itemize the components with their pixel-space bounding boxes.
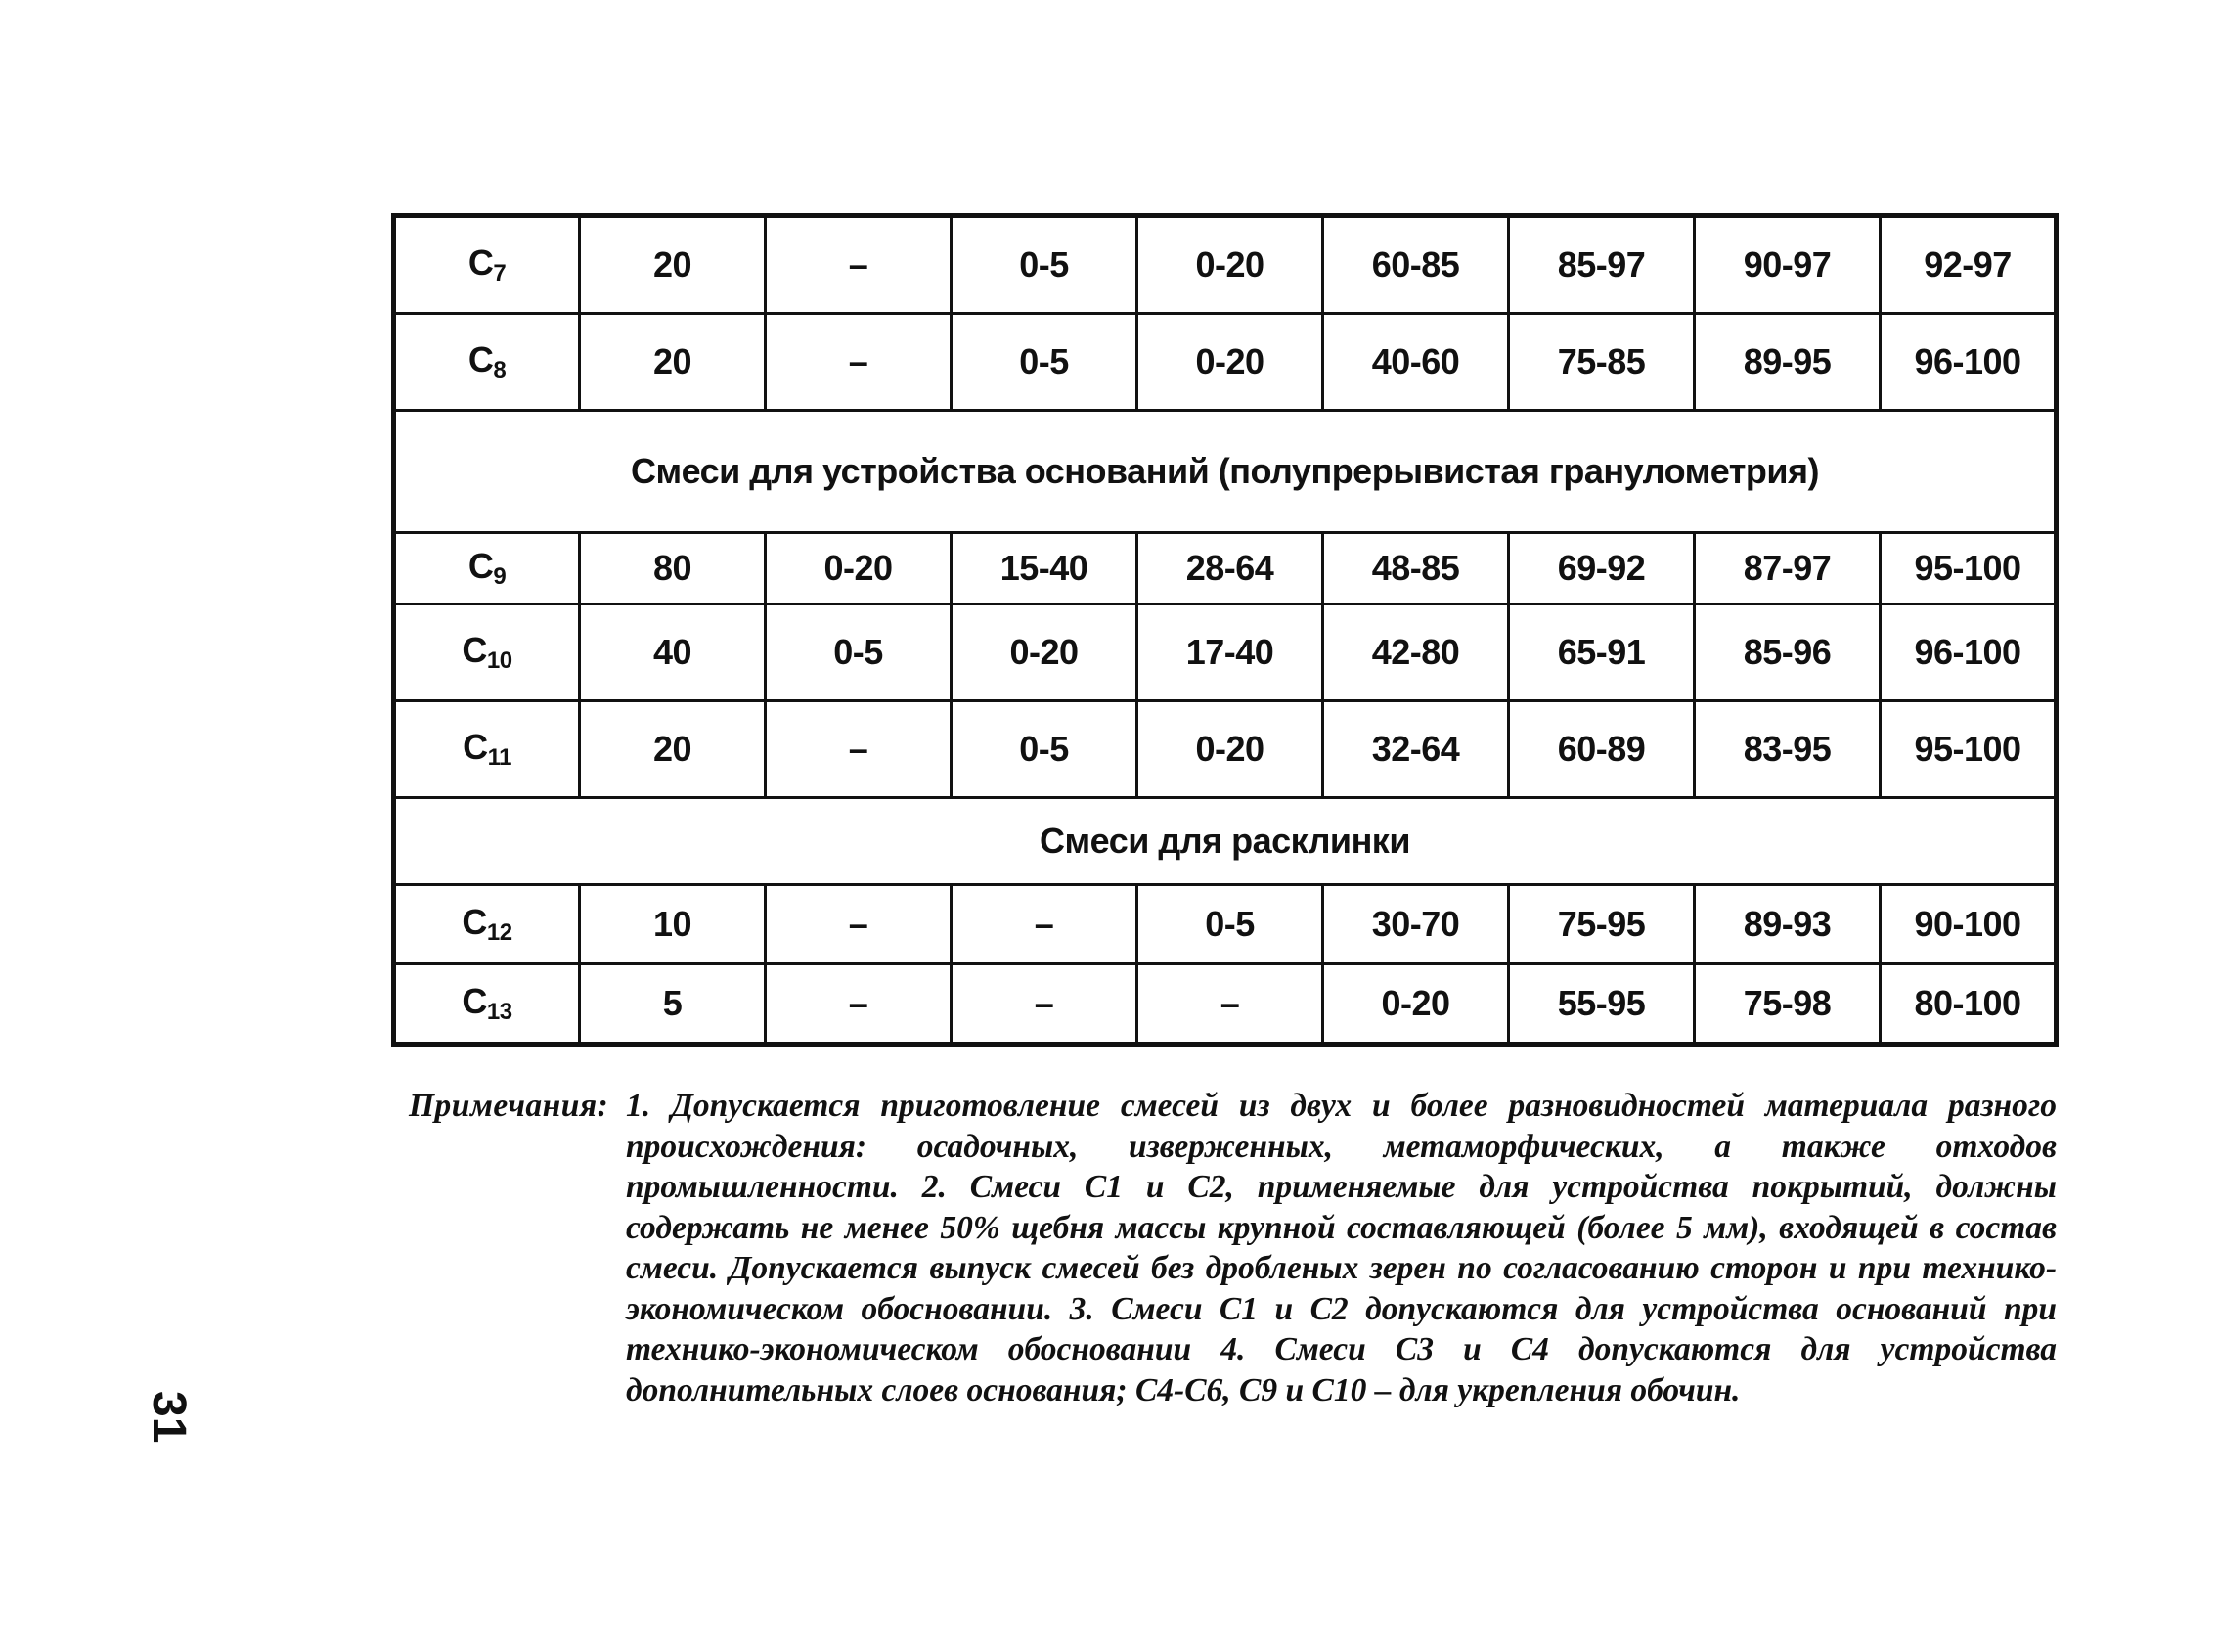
table-cell: 89-95 <box>1695 314 1881 411</box>
section-title: Смеси для расклинки <box>394 798 2057 885</box>
table-cell: 28-64 <box>1137 533 1323 604</box>
table-cell: 0-20 <box>1137 314 1323 411</box>
mix-label: $C_9$ <box>394 533 580 604</box>
table-cell: 0-5 <box>952 314 1137 411</box>
table-row <box>394 314 2057 411</box>
table-cell: – <box>766 885 952 964</box>
table-cell: 80 <box>580 533 766 604</box>
table-row <box>394 885 2057 964</box>
table-cell: 5 <box>580 964 766 1045</box>
table-cell: 95-100 <box>1881 533 2057 604</box>
table-cell: 96-100 <box>1881 604 2057 701</box>
table-cell: 42-80 <box>1323 604 1509 701</box>
section-header-row <box>394 411 2057 533</box>
table-cell: 0-5 <box>766 604 952 701</box>
table-cell: 89-93 <box>1695 885 1881 964</box>
table-cell: 80-100 <box>1881 964 2057 1045</box>
table-cell: 85-97 <box>1509 216 1695 314</box>
table-cell: – <box>766 701 952 798</box>
section-header-row <box>394 798 2057 885</box>
mix-label: $C_{10}$ <box>394 604 580 701</box>
mix-label: $C_7$ <box>394 216 580 314</box>
table-cell: 75-98 <box>1695 964 1881 1045</box>
table-cell: 40-60 <box>1323 314 1509 411</box>
table-cell: 0-20 <box>1137 701 1323 798</box>
table-cell: – <box>766 314 952 411</box>
table-cell: – <box>1137 964 1323 1045</box>
mix-label: $C_8$ <box>394 314 580 411</box>
table-cell: 95-100 <box>1881 701 2057 798</box>
mix-label: $C_{13}$ <box>394 964 580 1045</box>
table-cell: 75-95 <box>1509 885 1695 964</box>
mix-label: $C_{12}$ <box>394 885 580 964</box>
table-row <box>394 533 2057 604</box>
notes-heading: Примечания: <box>409 1088 609 1124</box>
table-cell: – <box>766 964 952 1045</box>
table-cell: 87-97 <box>1695 533 1881 604</box>
table-cell: 0-20 <box>1323 964 1509 1045</box>
table-cell: 60-89 <box>1509 701 1695 798</box>
table-row <box>394 964 2057 1045</box>
table-cell: 0-5 <box>952 216 1137 314</box>
notes-text: 1. Допускается приготовление смесей из двух и более разновидностей материала разного происхождения: осадочных, изверженных, метаморфических, а также отходов промышленности. 2. Смеси C1 и C2, применяемые для устройства покрытий, должны содержать не менее 50% щебня массы крупной составляющей (более 5 мм), входящей в состав смеси. Допускается выпуск смесей без дробленых зерен по согласованию сторон и при технико-экономическом обосновании. 3. Смеси C1 и C2 допускаются для устройства оснований при технико-экономическом обосновании 4. Смеси C3 и C4 допускаются для устройства дополнительных слоев основания; C4-C6, C9 и C10 – для укрепления обочин. <box>626 1088 2057 1408</box>
page-number: 31 <box>143 1391 195 1444</box>
table-cell: 0-5 <box>1137 885 1323 964</box>
table-cell: 90-97 <box>1695 216 1881 314</box>
table-cell: 32-64 <box>1323 701 1509 798</box>
table-cell: 48-85 <box>1323 533 1509 604</box>
table-row <box>394 216 2057 314</box>
table-cell: 10 <box>580 885 766 964</box>
table-cell: 83-95 <box>1695 701 1881 798</box>
table-row <box>394 604 2057 701</box>
table-row <box>394 701 2057 798</box>
section-title: Смеси для устройства оснований (полупрерывистая гранулометрия) <box>394 411 2057 533</box>
table-cell: 85-96 <box>1695 604 1881 701</box>
table-cell: – <box>766 216 952 314</box>
table-cell: 60-85 <box>1323 216 1509 314</box>
table-cell: 30-70 <box>1323 885 1509 964</box>
table-cell: 92-97 <box>1881 216 2057 314</box>
table-cell: 69-92 <box>1509 533 1695 604</box>
table-cell: 65-91 <box>1509 604 1695 701</box>
table-cell: 0-20 <box>952 604 1137 701</box>
table-cell: 15-40 <box>952 533 1137 604</box>
table-cell: 20 <box>580 314 766 411</box>
table-cell: 96-100 <box>1881 314 2057 411</box>
table-cell: 0-20 <box>1137 216 1323 314</box>
gradation-table <box>391 213 2059 1047</box>
table-cell: 20 <box>580 701 766 798</box>
table-cell: 40 <box>580 604 766 701</box>
table-cell: – <box>952 885 1137 964</box>
table-cell: 90-100 <box>1881 885 2057 964</box>
notes-block <box>409 1086 2057 1410</box>
table-cell: 0-20 <box>766 533 952 604</box>
table-cell: 17-40 <box>1137 604 1323 701</box>
table-cell: 0-5 <box>952 701 1137 798</box>
table-cell: 20 <box>580 216 766 314</box>
table-cell: 55-95 <box>1509 964 1695 1045</box>
table-cell: 75-85 <box>1509 314 1695 411</box>
mix-label: $C_{11}$ <box>394 701 580 798</box>
table-cell: – <box>952 964 1137 1045</box>
